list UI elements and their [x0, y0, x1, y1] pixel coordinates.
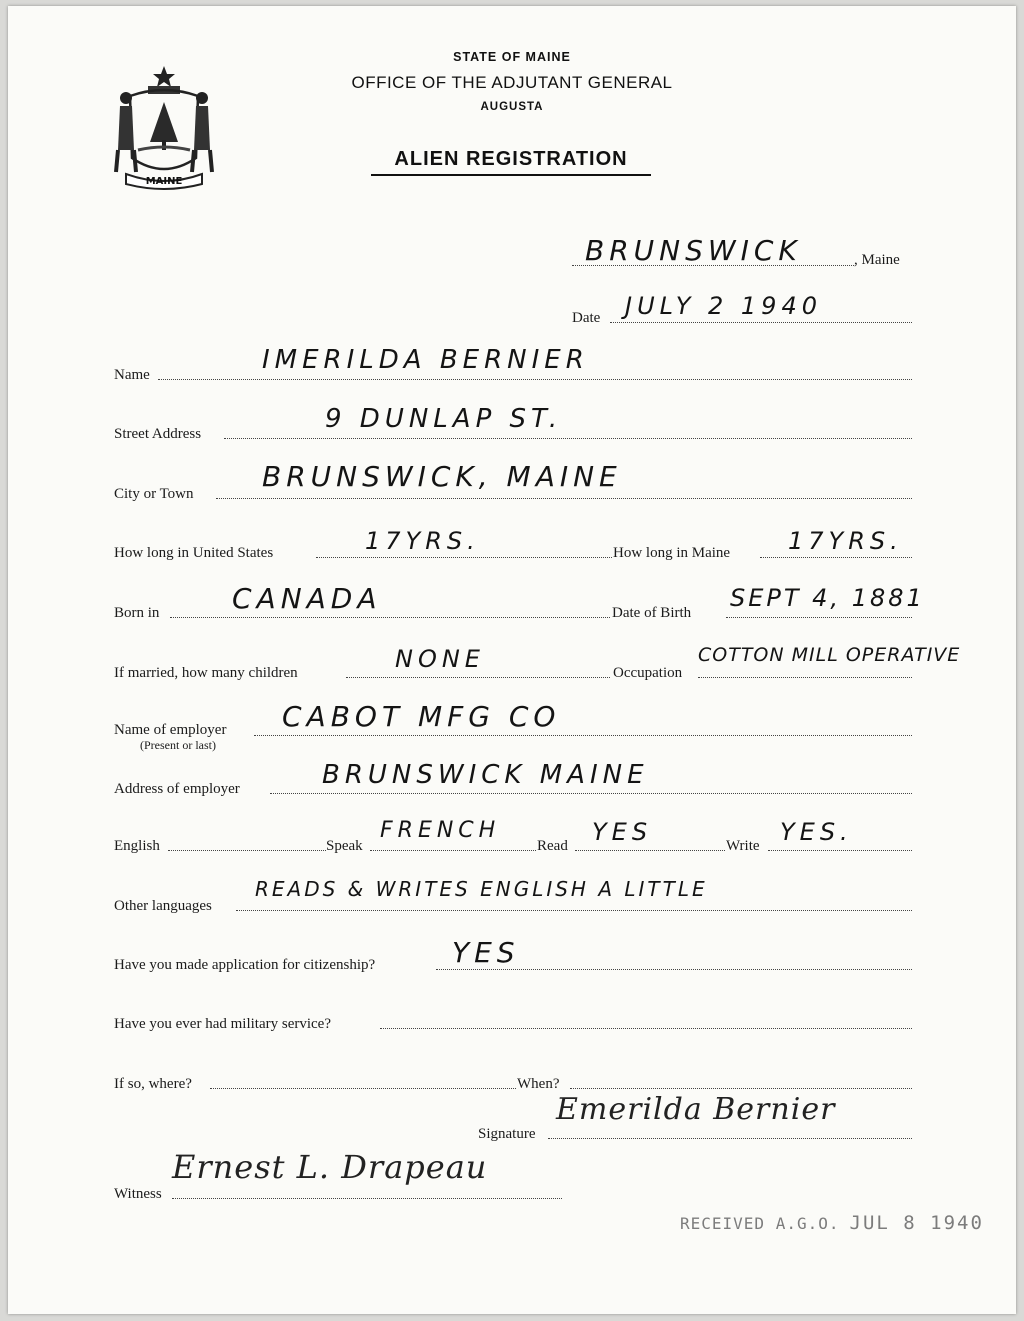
date-of-birth-line: [726, 617, 912, 618]
employer-address-line: [270, 793, 912, 794]
date-label: Date: [572, 310, 601, 326]
occupation-label: Occupation: [613, 665, 683, 681]
date-line: [610, 322, 912, 323]
occupation-line: [698, 677, 912, 678]
street-address-label: Street Address: [114, 426, 202, 442]
read-label: Read: [537, 838, 568, 854]
how-long-us-line: [316, 557, 612, 558]
witness-label: Witness: [114, 1186, 162, 1202]
town-value: BRUNSWICK: [585, 234, 802, 267]
citizenship-label: Have you made application for citizenship?: [114, 957, 376, 973]
header-state: STATE OF MAINE: [453, 50, 571, 64]
employer-note: (Present or last): [140, 738, 216, 752]
other-languages-value: READS & WRITES ENGLISH A LITTLE: [255, 877, 708, 901]
born-in-line: [170, 617, 610, 618]
employer-value: CABOT MFG CO: [282, 700, 561, 733]
street-address-value: 9 DUNLAP ST.: [325, 404, 563, 434]
city-line: [216, 498, 912, 499]
born-in-label: Born in: [114, 605, 160, 621]
name-label: Name: [114, 367, 150, 383]
employer-address-value: BRUNSWICK MAINE: [322, 760, 649, 790]
write-label: Write: [726, 838, 760, 854]
citizenship-value: YES: [452, 936, 520, 969]
where-line: [210, 1088, 516, 1089]
other-languages-label: Other languages: [114, 898, 212, 914]
how-long-maine-line: [760, 557, 912, 558]
how-long-maine-label: How long in Maine: [613, 545, 731, 561]
witness-value: Ernest L. Drapeau: [172, 1148, 488, 1186]
born-in-value: CANADA: [232, 582, 382, 615]
where-label: If so, where?: [114, 1076, 192, 1092]
read-line: [575, 850, 725, 851]
name-value: IMERILDA BERNIER: [262, 345, 589, 375]
signature-label: Signature: [478, 1126, 536, 1142]
city-value: BRUNSWICK, MAINE: [262, 460, 622, 493]
maine-label: , Maine: [854, 252, 900, 268]
employer-line: [254, 735, 912, 736]
military-label: Have you ever had military service?: [114, 1016, 331, 1032]
write-value: YES.: [780, 818, 853, 846]
occupation-value: COTTON MILL OPERATIVE: [698, 644, 961, 666]
employer-address-label: Address of employer: [114, 781, 240, 797]
header-city: AUGUSTA: [480, 101, 544, 113]
when-label: When?: [517, 1076, 560, 1092]
speak-label: Speak: [326, 838, 363, 854]
read-value: YES: [592, 818, 653, 846]
how-long-us-label: How long in United States: [114, 545, 274, 561]
signature-line: [548, 1138, 912, 1139]
date-of-birth-value: SEPT 4, 1881: [730, 584, 925, 612]
seal-text: MAINE: [145, 176, 183, 187]
other-languages-line: [236, 910, 912, 911]
witness-line: [172, 1198, 562, 1199]
form-title: ALIEN REGISTRATION: [371, 148, 651, 176]
english-line: [168, 850, 326, 851]
speak-value: FRENCH: [380, 818, 501, 843]
write-line: [768, 850, 912, 851]
received-stamp-text: RECEIVED A.G.O.: [680, 1214, 840, 1233]
how-long-us-value: 17YRS.: [365, 527, 480, 555]
citizenship-line: [436, 969, 912, 970]
date-of-birth-label: Date of Birth: [612, 605, 692, 621]
english-label: English: [114, 838, 160, 854]
how-long-maine-value: 17YRS.: [788, 527, 903, 555]
signature-value: Emerilda Bernier: [556, 1092, 836, 1127]
name-line: [158, 379, 912, 380]
city-label: City or Town: [114, 486, 194, 502]
children-line: [346, 677, 610, 678]
when-line: [570, 1088, 912, 1089]
children-label: If married, how many children: [114, 665, 298, 681]
received-stamp: [680, 1212, 984, 1234]
date-value: JULY 2 1940: [625, 292, 822, 320]
military-line: [380, 1028, 912, 1029]
speak-line: [370, 850, 536, 851]
employer-label: Name of employer: [114, 722, 227, 738]
received-stamp-date: JUL 8 1940: [849, 1212, 984, 1234]
street-address-line: [224, 438, 912, 439]
children-value: NONE: [395, 645, 485, 673]
header-office: OFFICE OF THE ADJUTANT GENERAL: [351, 73, 673, 92]
